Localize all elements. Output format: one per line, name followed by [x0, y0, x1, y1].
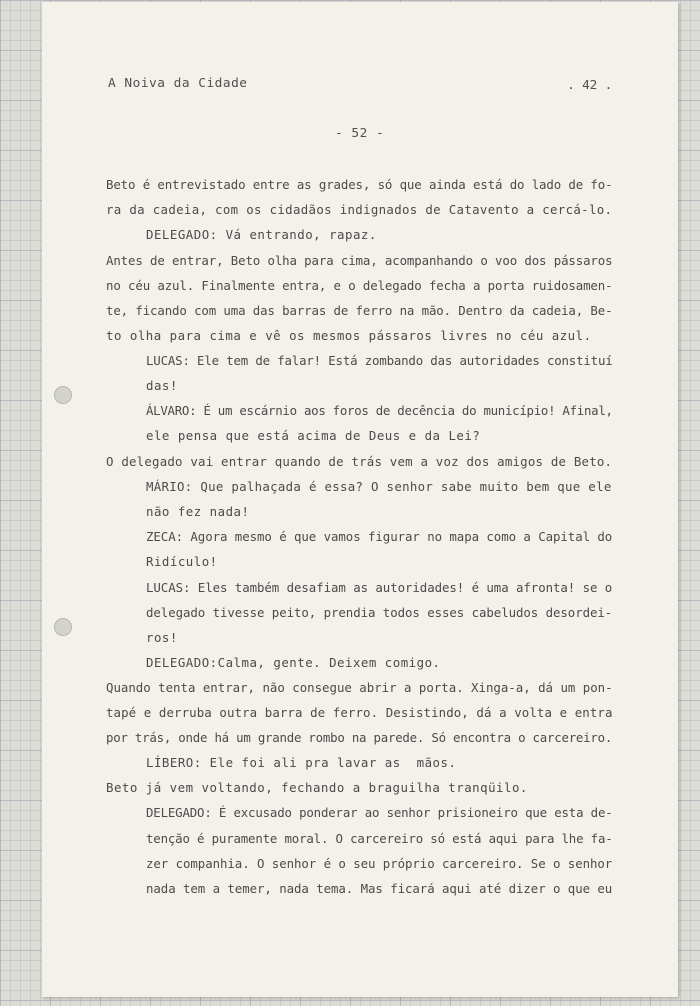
dialogue-line: ÁLVARO: É um escárnio aos foros de decência do município! Afinal,: [146, 403, 613, 418]
dialogue-line: tenção é puramente moral. O carcereiro só está aqui para lhe fa-: [146, 831, 613, 846]
dialogue-line: ros!: [146, 630, 178, 645]
dialogue-line: zer companhia. O senhor é o seu próprio carcereiro. Se o senhor: [146, 856, 613, 871]
punch-hole: [54, 386, 72, 404]
text-line: Quando tenta entrar, não consegue abrir a porta. Xinga-a, dá um pon-: [106, 680, 613, 695]
dialogue-line: LUCAS: Ele tem de falar! Está zombando das autoridades constituí: [146, 353, 613, 368]
sheet-number: . 42 .: [567, 78, 613, 93]
text-line: Antes de entrar, Beto olha para cima, acompanhando o voo dos pássaros: [106, 253, 613, 268]
text-line: Beto já vem voltando, fechando a braguilha tranqüilo.: [106, 780, 528, 795]
punch-hole: [54, 618, 72, 636]
dialogue-line: LUCAS: Eles também desafiam as autoridades! é uma afronta! se o: [146, 580, 613, 595]
dialogue-line: não fez nada!: [146, 504, 250, 519]
dialogue-line: MÁRIO: Que palhaçada é essa? O senhor sabe muito bem que ele: [146, 479, 612, 494]
text-line: no céu azul. Finalmente entra, e o delegado fecha a porta ruidosamen-: [106, 278, 613, 293]
text-line: ra da cadeia, com os cidadãos indignados de Catavento a cercá-lo.: [106, 202, 613, 217]
script-title: A Noiva da Cidade: [108, 76, 248, 91]
text-line: to olha para cima e vê os mesmos pássaros livres no céu azul.: [106, 328, 592, 343]
dialogue-line: delegado tivesse peito, prendia todos esses cabeludos desordei-: [146, 605, 613, 620]
dialogue-line: LÍBERO: Ele foi ali pra lavar as mãos.: [146, 755, 457, 770]
text-line: O delegado vai entrar quando de trás vem a voz dos amigos de Beto.: [106, 454, 613, 469]
dialogue-line: DELEGADO: Vá entrando, rapaz.: [146, 227, 377, 242]
text-line: te, ficando com uma das barras de ferro na mão. Dentro da cadeia, Be-: [106, 303, 613, 318]
dialogue-line: DELEGADO: É excusado ponderar ao senhor prisioneiro que esta de-: [146, 805, 613, 820]
dialogue-line: ele pensa que está acima de Deus e da Lei?: [146, 428, 481, 443]
text-line: por trás, onde há um grande rombo na parede. Só encontra o carcereiro.: [106, 730, 613, 745]
dialogue-line: das!: [146, 378, 178, 393]
text-line: Beto é entrevistado entre as grades, só que ainda está do lado de fo-: [106, 177, 613, 192]
dialogue-line: Ridículo!: [146, 554, 218, 569]
dialogue-line: nada tem a temer, nada tema. Mas ficará aqui até dizer o que eu: [146, 881, 613, 896]
dialogue-line: DELEGADO:Calma, gente. Deixem comigo.: [146, 655, 441, 670]
text-line: tapé e derruba outra barra de ferro. Desistindo, dá a volta e entra: [106, 705, 613, 720]
page-number: - 52 -: [335, 126, 385, 141]
typewritten-page: [42, 2, 678, 997]
dialogue-line: ZECA: Agora mesmo é que vamos figurar no mapa como a Capital do: [146, 529, 613, 544]
